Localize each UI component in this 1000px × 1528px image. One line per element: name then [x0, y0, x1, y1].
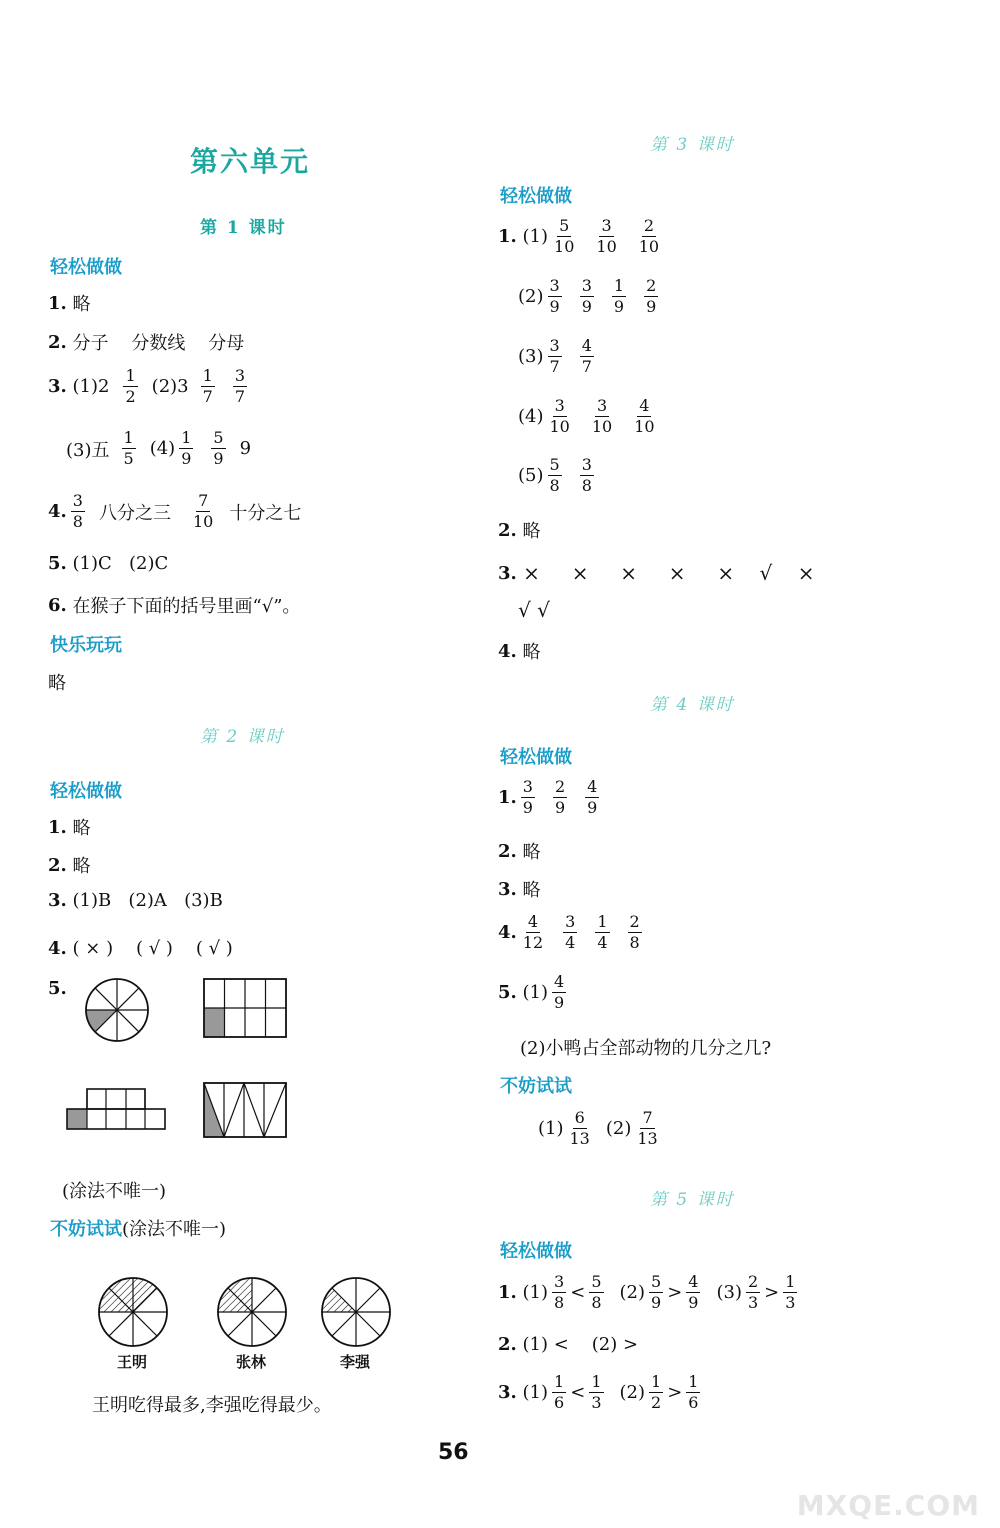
l2-q4: 4. ( × ) ( √ ) ( √ )	[48, 938, 233, 959]
circle-label-zhanglin: 张林	[236, 1353, 267, 1371]
row-label: (2)	[518, 286, 544, 307]
fraction: $\frac{1}{5}$	[123, 428, 134, 468]
row-label: (2)	[605, 1118, 632, 1139]
fraction: $\frac{1}{3}$	[591, 1372, 602, 1412]
fraction: $\frac{1}{4}$	[597, 912, 608, 952]
row-label: (2)	[619, 1382, 645, 1403]
circle-label-wangming: 王明	[117, 1353, 148, 1371]
l2-q5-note: (涂法不唯一)	[62, 1181, 167, 1202]
l1-q3-part4: (4)	[149, 438, 176, 459]
fraction: $\frac{5}{10}$	[554, 216, 575, 256]
l1-q6-answer: 在猴子下面的括号里画“√”。	[72, 596, 301, 617]
fraction: $\frac{3}{4}$	[565, 912, 576, 952]
row-label: (3)	[518, 346, 544, 367]
row-label: (1)	[522, 982, 549, 1003]
l4-try	[538, 1110, 674, 1147]
fraction: $\frac{5}{9}$	[651, 1272, 662, 1312]
fraction: $\frac{1}{2}$	[125, 366, 136, 406]
l3-q4-answer: 略	[522, 642, 541, 663]
fraction: $\frac{1}{9}$	[613, 276, 625, 316]
l2-q1-answer: 略	[72, 818, 91, 839]
l4-q3: 3. 略	[498, 876, 541, 902]
l1-q5: 5. (1)C (2)C	[48, 553, 169, 574]
page-number: 56	[438, 1440, 469, 1465]
lesson-3-title: 第 3 课时	[650, 135, 735, 155]
grid-eighths-figure	[203, 978, 287, 1038]
l1-fun-answer: 略	[48, 673, 66, 694]
l2-conclusion: 王明吃得最多,李强吃得最少。	[92, 1395, 332, 1416]
l1-q6: 6. 在猴子下面的括号里画“√”。	[48, 592, 300, 618]
fraction: $\frac{3}{9}$	[522, 777, 533, 817]
fraction: $\frac{1}{9}$	[181, 428, 192, 468]
l4-q1: 1. $\frac{3}{9}$ $\frac{2}{9}$ $\frac{4}{9}$	[498, 777, 598, 817]
l1-q3-row2	[66, 430, 251, 467]
row-label: (4)	[518, 406, 544, 427]
l1-q2-answer: 分子 分数线 分母	[72, 333, 245, 354]
l3-q1-row5	[518, 457, 608, 494]
l4-q5-2: (2)小鸭占全部动物的几分之几?	[520, 1038, 772, 1059]
l3-q1-row1: 1. (1) $\frac{5}{10}$ $\frac{3}{10}$ $\frac{2}{10}$	[498, 216, 660, 256]
lesson-1-title: 第 1 课时	[200, 218, 287, 238]
circle-eighths-figure	[84, 977, 150, 1043]
comparison-sign: >	[667, 1282, 683, 1303]
l1-q1-answer: 略	[72, 294, 91, 315]
fraction: $\frac{1}{7}$	[202, 366, 213, 406]
l3-q3-answer-line1: × × × × × √ ×	[523, 561, 815, 585]
l2-try-row	[50, 1215, 226, 1241]
l1-q4-word1: 八分之三	[98, 502, 171, 524]
row-label: (5)	[518, 465, 544, 486]
lesson-1-easy-heading: 轻松做做	[50, 257, 122, 278]
l2-q4-answer: ( × ) ( √ ) ( √ )	[72, 938, 233, 959]
l1-q3-tail: 9	[239, 438, 252, 459]
row-label: (1)	[522, 226, 549, 247]
fraction: $\frac{5}{8}$	[549, 455, 560, 495]
lesson-4-easy-heading: 轻松做做	[500, 747, 572, 768]
fraction: $\frac{3}{7}$	[234, 366, 245, 406]
fraction: $\frac{1}{6}$	[688, 1372, 699, 1412]
l3-q4: 4. 略	[498, 638, 541, 664]
l2-q1: 1. 略	[48, 814, 91, 840]
fraction: $\frac{5}{8}$	[591, 1272, 602, 1312]
l2-q3-answer: (1)B (2)A (3)B	[72, 890, 223, 911]
l3-q1-row2	[518, 278, 672, 315]
row-label: (1)	[522, 1382, 549, 1403]
unit-title: 第六单元	[190, 145, 311, 178]
fraction: $\frac{4}{10}$	[634, 396, 655, 436]
circle-zhanglin-figure	[216, 1276, 288, 1348]
l3-q3-answer-line2: √ √	[518, 598, 550, 622]
lesson-2-title: 第 2 课时	[200, 727, 285, 747]
l2-q3: 3. (1)B (2)A (3)B	[48, 890, 223, 911]
lesson-4-title: 第 4 课时	[650, 695, 735, 715]
l3-q3: 3. × × × × × √ ×	[498, 561, 815, 585]
l5-q1: 1. (1) $\frac{3}{8}$ < $\frac{5}{8}$ (2) $\frac{5}{9}$ > $\frac{4}{9}$ (3) $\frac{2}{3}$ > $\frac{1}{3}$	[498, 1272, 796, 1312]
l4-q5-1: 5. (1) $\frac{4}{9}$	[498, 972, 565, 1012]
fraction: $\frac{3}{9}$	[581, 276, 592, 316]
fraction: $\frac{3}{7}$	[549, 336, 560, 376]
l2-q2-answer: 略	[72, 856, 91, 877]
lesson-3-easy-heading: 轻松做做	[500, 186, 572, 207]
comparison-sign: <	[570, 1382, 586, 1403]
l3-q2-answer: 略	[522, 521, 541, 542]
comparison-sign: >	[764, 1282, 780, 1303]
fraction: $\frac{1}{2}$	[651, 1372, 662, 1412]
fraction: $\frac{6}{13}$	[569, 1108, 590, 1148]
l1-q2: 2. 分子 分数线 分母	[48, 329, 244, 355]
l3-q2: 2. 略	[498, 517, 541, 543]
fraction: $\frac{3}{9}$	[549, 276, 560, 316]
l1-q3-part2: (2)3	[151, 376, 189, 397]
circle-liqiang-figure	[320, 1276, 392, 1348]
fraction: $\frac{4}{7}$	[581, 336, 592, 376]
fraction: $\frac{1}{6}$	[554, 1372, 565, 1412]
row-label: (1)	[522, 1282, 549, 1303]
l1-q5-answer: (1)C (2)C	[72, 553, 169, 574]
lesson-5-easy-heading: 轻松做做	[500, 1241, 572, 1262]
fraction: $\frac{7}{13}$	[637, 1108, 658, 1148]
comparison-sign: <	[570, 1282, 586, 1303]
triangles-figure	[203, 1082, 287, 1138]
lesson-2-try-heading: 不妨试试	[50, 1219, 122, 1240]
fraction: $\frac{5}{9}$	[213, 428, 224, 468]
l1-q1: 1. 略	[48, 290, 91, 316]
l2-q2: 2. 略	[48, 852, 91, 878]
comparison-sign: >	[667, 1382, 683, 1403]
lesson-2-easy-heading: 轻松做做	[50, 781, 122, 802]
l4-q3-answer: 略	[522, 880, 541, 901]
fraction: $\frac{3}{8}$	[581, 455, 592, 495]
watermark: MXQE.COM	[796, 1489, 980, 1522]
fraction: $\frac{3}{10}$	[591, 396, 613, 436]
l3-q1-row4	[518, 398, 671, 435]
l1-q3-row1: 3. (1)2 $\frac{1}{2}$ (2)3 $\frac{1}{7}$ $\frac{3}{7}$	[48, 366, 245, 406]
fraction: $\frac{2}{3}$	[747, 1272, 759, 1312]
circle-label-liqiang: 李强	[340, 1353, 371, 1371]
row-label: (2)	[619, 1282, 645, 1303]
lesson-5-title: 第 5 课时	[650, 1190, 735, 1210]
fraction: $\frac{4}{12}$	[522, 912, 544, 952]
l4-q2: 2. 略	[498, 838, 541, 864]
l1-q3-part1: (1)2	[72, 376, 110, 397]
fraction: $\frac{3}{8}$	[72, 491, 83, 531]
l1-q4: 4. $\frac{3}{8}$ 八分之三 $\frac{7}{10}$ 十分之七	[48, 491, 302, 531]
l5-q2-answer: (1) < (2) >	[522, 1334, 639, 1355]
staircase-squares-figure	[66, 1088, 166, 1130]
circle-wangming-figure	[97, 1276, 169, 1348]
fraction: $\frac{2}{9}$	[646, 276, 657, 316]
l4-q2-answer: 略	[522, 842, 541, 863]
fraction: $\frac{4}{9}$	[587, 777, 598, 817]
fraction: $\frac{4}{9}$	[688, 1272, 699, 1312]
row-label: (3)	[716, 1282, 742, 1303]
l2-q5: 5.	[48, 978, 67, 999]
fraction: $\frac{2}{8}$	[629, 912, 640, 952]
l1-q4-word2: 十分之七	[229, 502, 302, 524]
l1-q3-part3: (3)五	[66, 439, 110, 461]
l2-try-note: (涂法不唯一)	[122, 1219, 227, 1240]
l5-q2: 2. (1) < (2) >	[498, 1334, 639, 1355]
fraction: $\frac{3}{10}$	[596, 216, 617, 256]
fraction: $\frac{7}{10}$	[192, 491, 214, 531]
l5-q3: 3. (1) $\frac{1}{6}$ < $\frac{1}{3}$ (2) $\frac{1}{2}$ > $\frac{1}{6}$	[498, 1372, 699, 1412]
row-label: (1)	[538, 1118, 564, 1139]
l3-q1-row3	[518, 338, 608, 375]
lesson-4-try-heading: 不妨试试	[500, 1076, 572, 1097]
lesson-1-fun-heading: 快乐玩玩	[50, 635, 122, 656]
fraction: $\frac{3}{8}$	[554, 1272, 565, 1312]
fraction: $\frac{2}{9}$	[554, 777, 566, 817]
fraction: $\frac{2}{10}$	[638, 216, 660, 256]
fraction: $\frac{3}{10}$	[549, 396, 570, 436]
l4-q4: 4. $\frac{4}{12}$ $\frac{3}{4}$ $\frac{1}{4}$ $\frac{2}{8}$	[498, 912, 640, 952]
fraction: $\frac{4}{9}$	[554, 972, 565, 1012]
fraction: $\frac{1}{3}$	[785, 1272, 796, 1312]
